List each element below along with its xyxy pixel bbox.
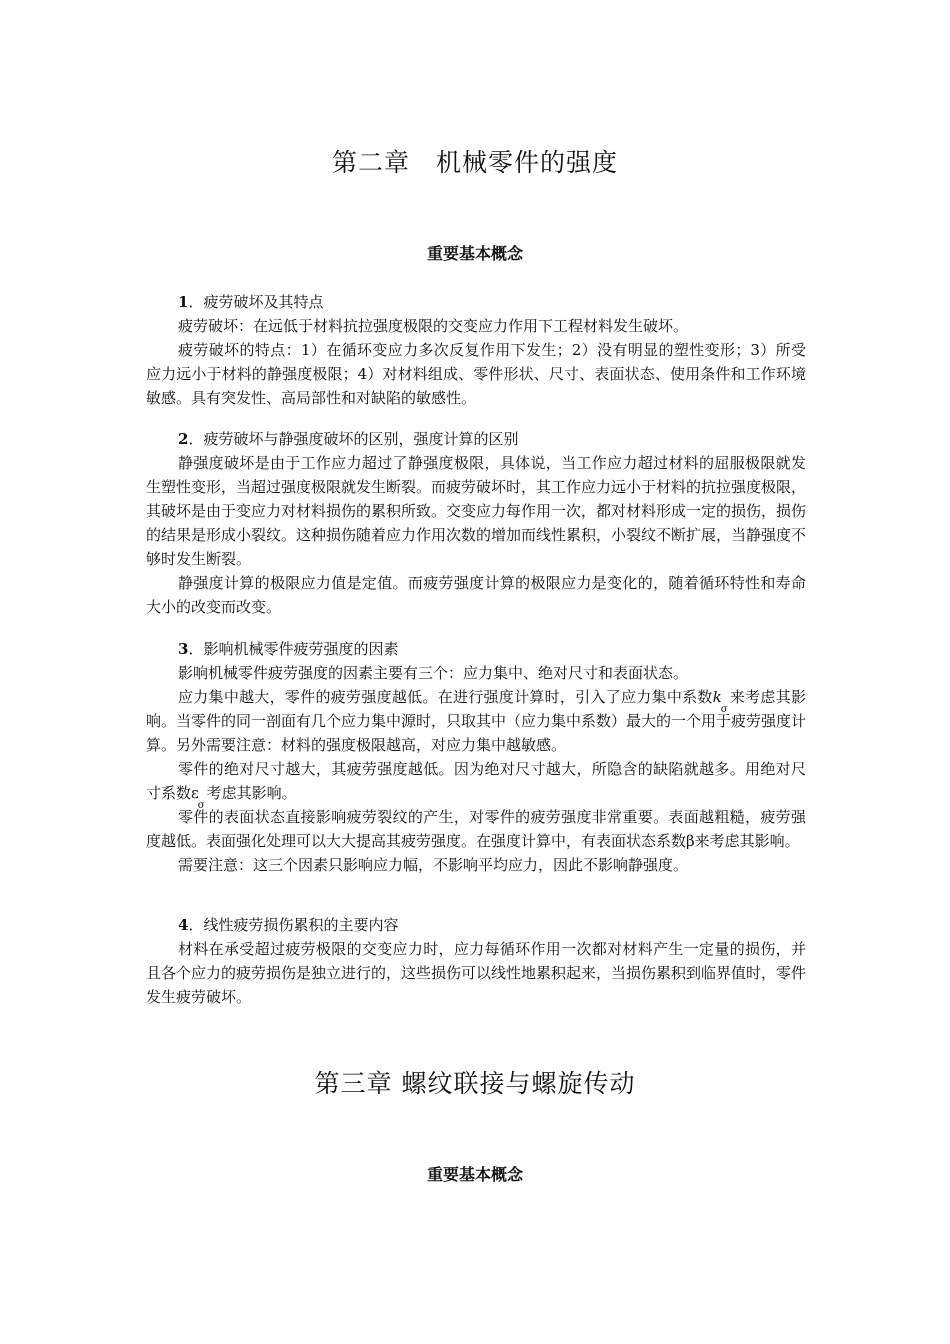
chapter-2-title: 第二章 机械零件的强度 <box>331 148 618 177</box>
chapter-2-concepts-heading: 重要基本概念 <box>426 244 523 263</box>
section-1-paragraph: 疲劳破坏的特点：1）在循环变应力多次反复作用下发生；2）没有明显的塑性变形；3）所受应力远小于材料的静强度极限；4）对材料组成、零件形状、尺寸、表面状态、使用条件和工作环境敏感。具有突发性、高局部性和对缺陷的敏感性。 <box>146 341 806 407</box>
section-4 <box>146 913 806 1009</box>
section-2-paragraph: 静强度破坏是由于工作应力超过了静强度极限，具体说，当工作应力超过材料的屈服极限就发生塑性变形，当超过强度极限就发生断裂。而疲劳破坏时，其工作应力远小于材料的抗拉强度极限，其破坏是由于变应力对材料损伤的累积所致。交变应力每作用一次，都对材料形成一定的损伤，损伤的结果是形成小裂纹。这种损伤随着应力作用次数的增加而线性累积，小裂纹不断扩展，当静强度不够时发生断裂。 <box>146 454 807 568</box>
section-1 <box>146 290 806 410</box>
size-factor-subscript: σ <box>197 800 205 811</box>
section-2-number: 2 <box>178 430 189 448</box>
section-4-number: 4 <box>178 916 189 934</box>
section-4-paragraph: 材料在承受超过疲劳极限的交变应力时，应力每循环作用一次都对材料产生一定量的损伤，并且各个应力的疲劳损伤是独立进行的，这些损伤可以线性地累积起来，当损伤累积到临界值时，零件发生疲劳破坏。 <box>146 940 807 1006</box>
section-4-title-text: ．线性疲劳损伤累积的主要内容 <box>188 916 399 934</box>
section-3-title <box>146 637 806 661</box>
section-1-number: 1 <box>178 293 189 311</box>
section-3-number: 3 <box>178 640 189 658</box>
stress-concentration-factor-subscript: σ <box>720 704 728 715</box>
stress-concentration-text: 应力集中越大，零件的疲劳强度越低。在进行强度计算时，引入了应力集中系数 <box>178 688 713 706</box>
section-2-title <box>146 427 806 451</box>
surface-state-paragraph: 零件的表面状态直接影响疲劳裂纹的产生，对零件的疲劳强度非常重要。表面越粗糙，疲劳强度越低。表面强化处理可以大大提高其疲劳强度。在强度计算中，有表面状态系数β来考虑其影响。 <box>146 808 806 850</box>
stress-concentration-factor-symbol: k <box>712 688 722 706</box>
size-effect-text-continued: 考虑其影响。 <box>206 784 297 802</box>
section-1-paragraph: 疲劳破坏：在远低于材料抗拉强度极限的交变应力作用下工程材料发生破坏。 <box>178 317 689 335</box>
section-3-title-text: ．影响机械零件疲劳强度的因素 <box>188 640 399 658</box>
chapter-3-concepts-heading: 重要基本概念 <box>426 1165 523 1184</box>
section-3 <box>146 637 806 877</box>
section-1-title <box>146 290 806 314</box>
section-2-title-text: ．疲劳破坏与静强度破坏的区别，强度计算的区别 <box>188 430 519 448</box>
stress-concentration-paragraph <box>146 685 806 757</box>
size-effect-paragraph <box>146 757 806 811</box>
size-factor-symbol: ε <box>191 784 199 802</box>
stress-concentration-text-continued: 来考虑其影响。当零件的同一剖面有几个应力集中源时，只取其中（应力集中系数）最大的一个用于疲劳强度计算。另外需要注意：材料的强度极限越高，对应力集中越敏感。 <box>146 688 807 754</box>
section-3-note: 需要注意：这三个因素只影响应力幅，不影响平均应力，因此不影响静强度。 <box>178 856 689 874</box>
chapter-3-title: 第三章 螺纹联接与螺旋传动 <box>314 1069 636 1098</box>
section-2 <box>146 427 806 619</box>
section-1-title-text: ．疲劳破坏及其特点 <box>188 293 324 311</box>
size-effect-text: 零件的绝对尺寸越大，其疲劳强度越低。因为绝对尺寸越大，所隐含的缺陷就越多。用绝对尺寸系数 <box>146 760 806 802</box>
section-2-paragraph: 静强度计算的极限应力值是定值。而疲劳强度计算的极限应力是变化的，随着循环特性和寿命大小的改变而改变。 <box>146 574 806 616</box>
section-3-paragraph: 影响机械零件疲劳强度的因素主要有三个：应力集中、绝对尺寸和表面状态。 <box>178 664 689 682</box>
section-4-title <box>146 913 806 937</box>
